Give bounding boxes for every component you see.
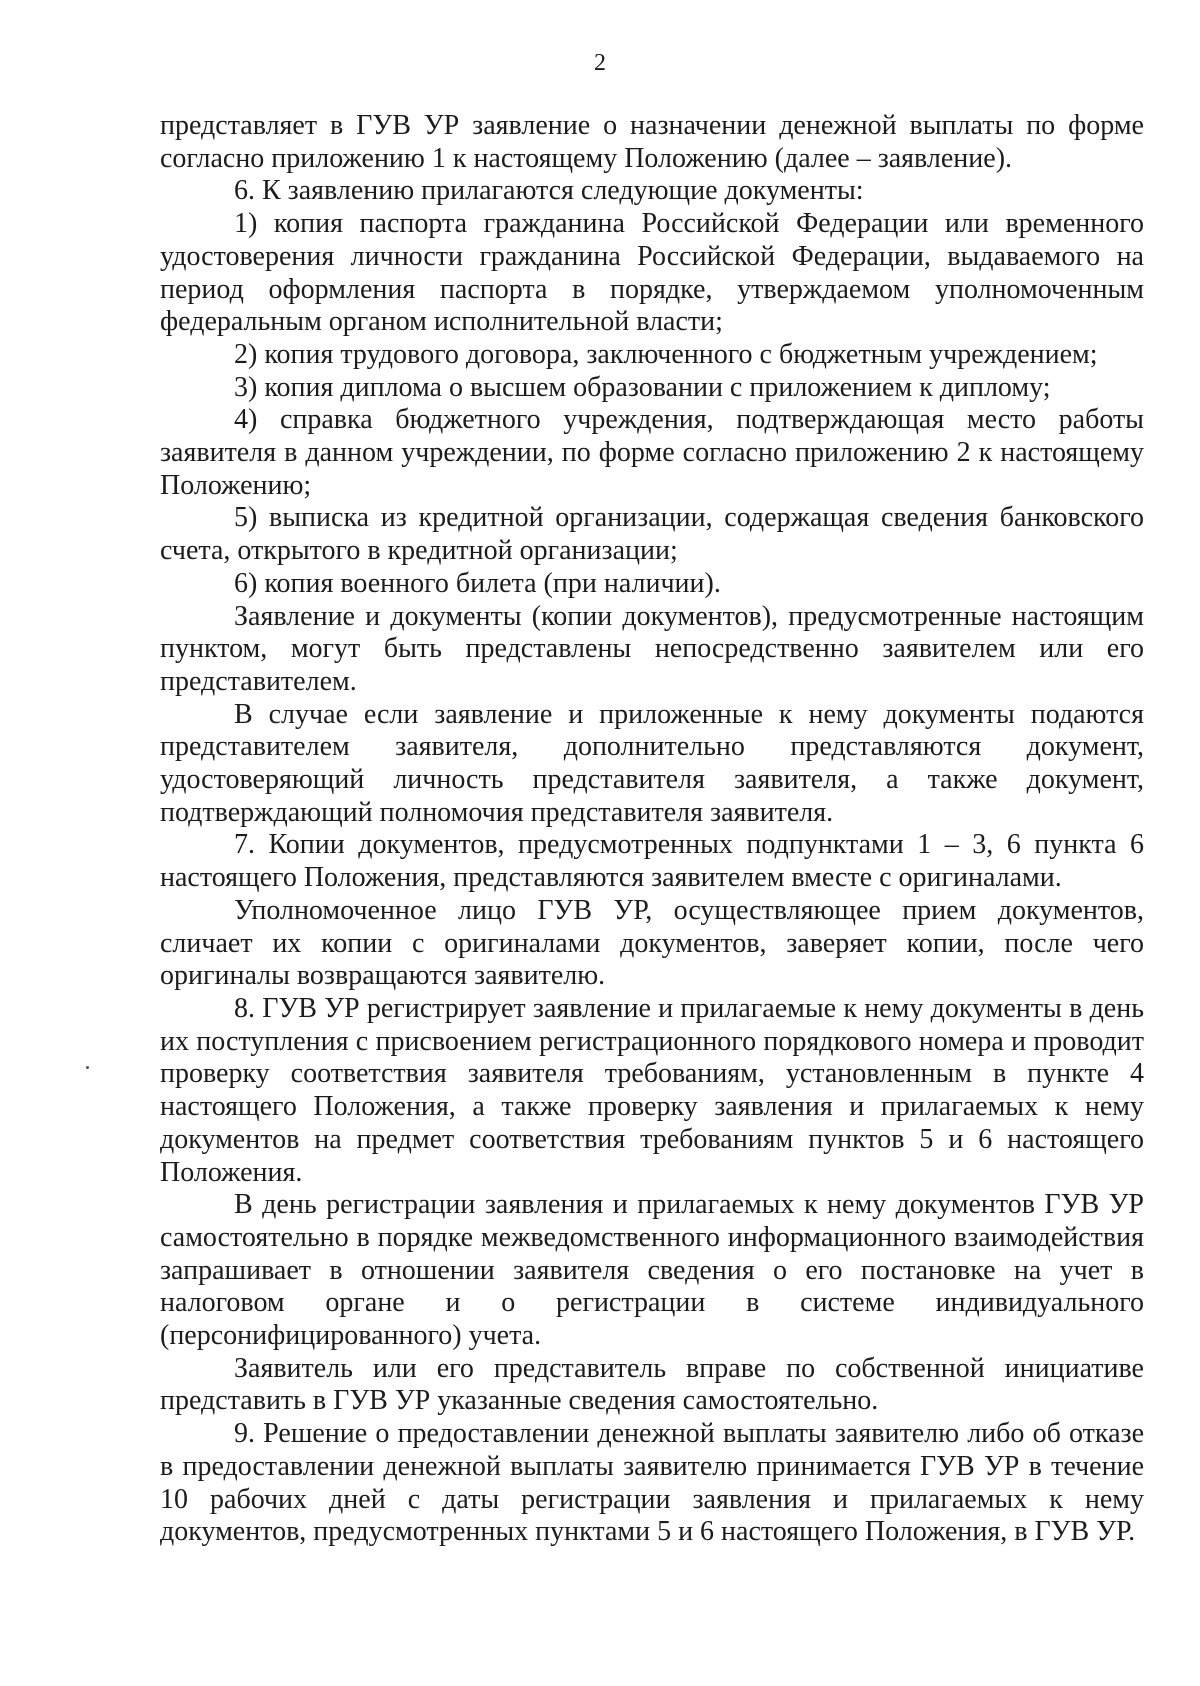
page-number: 2 xyxy=(594,50,606,76)
paragraph: представляет в ГУВ УР заявление о назначении денежной выплаты по форме согласно приложению 1 к настоящему Положению (далее – заявление). xyxy=(160,110,1144,174)
paragraph: Уполномоченное лицо ГУВ УР, осуществляющее прием документов, сличает их копии с оригиналами документов, заверяет копии, после чего оригиналы возвращаются заявителю. xyxy=(160,894,1144,992)
paragraph: 6. К заявлению прилагаются следующие документы: xyxy=(234,175,864,207)
list-item: 6) копия военного билета (при наличии). xyxy=(234,567,721,599)
list-item: 4) справка бюджетного учреждения, подтверждающая место работы заявителя в данном учреждении, по форме согласно приложению 2 к настоящему Положению; xyxy=(160,404,1144,501)
paragraph: 9. Решение о предоставлении денежной выплаты заявителю либо об отказе в предоставлении денежной выплаты заявителю принимается ГУВ УР в течение 10 рабочих дней с даты регистрации заявления и прилагаемых к нему документов, предусмотренных пунктами 5 и 6 настоящего Положения, в ГУВ УР. xyxy=(160,1418,1144,1548)
list-item: 1) копия паспорта гражданина Российской Федерации или временного удостоверения личности гражданина Российской Федерации, выдаваемого на период оформления паспорта в порядке, утверждаемом уполномоченным федеральным органом исполнительной власти; xyxy=(160,208,1144,338)
list-item: 5) выписка из кредитной организации, содержащая сведения банковского счета, открытого в кредитной организации; xyxy=(160,502,1144,567)
scan-speck xyxy=(86,1066,89,1069)
document-body xyxy=(160,110,1144,1549)
paragraph: 8. ГУВ УР регистрирует заявление и прилагаемые к нему документы в день их поступления с присвоением регистрационного порядкового номера и проводит проверку соответствия заявителя требованиям, установленным в пункте 4 настоящего Положения, а также проверку заявления и прилагаемых к нему документов на предмет соответствия требованиям пунктов 5 и 6 настоящего Положения. xyxy=(160,992,1144,1188)
paragraph: В случае если заявление и приложенные к нему документы подаются представителем заявителя, дополнительно представляются документ, удостоверяющий личность представителя заявителя, а также документ, подтверждающий полномочия представителя заявителя. xyxy=(160,698,1144,828)
paragraph: Заявитель или его представитель вправе по собственной инициативе представить в ГУВ УР указанные сведения самостоятельно. xyxy=(160,1352,1144,1417)
paragraph: В день регистрации заявления и прилагаемых к нему документов ГУВ УР самостоятельно в порядке межведомственного информационного взаимодействия запрашивает в отношении заявителя сведения о его постановке на учет в налоговом органе и о регистрации в системе индивидуального (персонифицированного) учета. xyxy=(160,1189,1144,1352)
list-item: 3) копия диплома о высшем образовании с приложением к диплому; xyxy=(234,371,1051,403)
paragraph: 7. Копии документов, предусмотренных подпунктами 1 – 3, 6 пункта 6 настоящего Положения, представляются заявителем вместе с оригиналами. xyxy=(160,829,1144,894)
list-item: 2) копия трудового договора, заключенного с бюджетным учреждением; xyxy=(234,338,1098,370)
paragraph: Заявление и документы (копии документов), предусмотренные настоящим пунктом, могут быть представлены непосредственно заявителем или его представителем. xyxy=(160,600,1144,697)
